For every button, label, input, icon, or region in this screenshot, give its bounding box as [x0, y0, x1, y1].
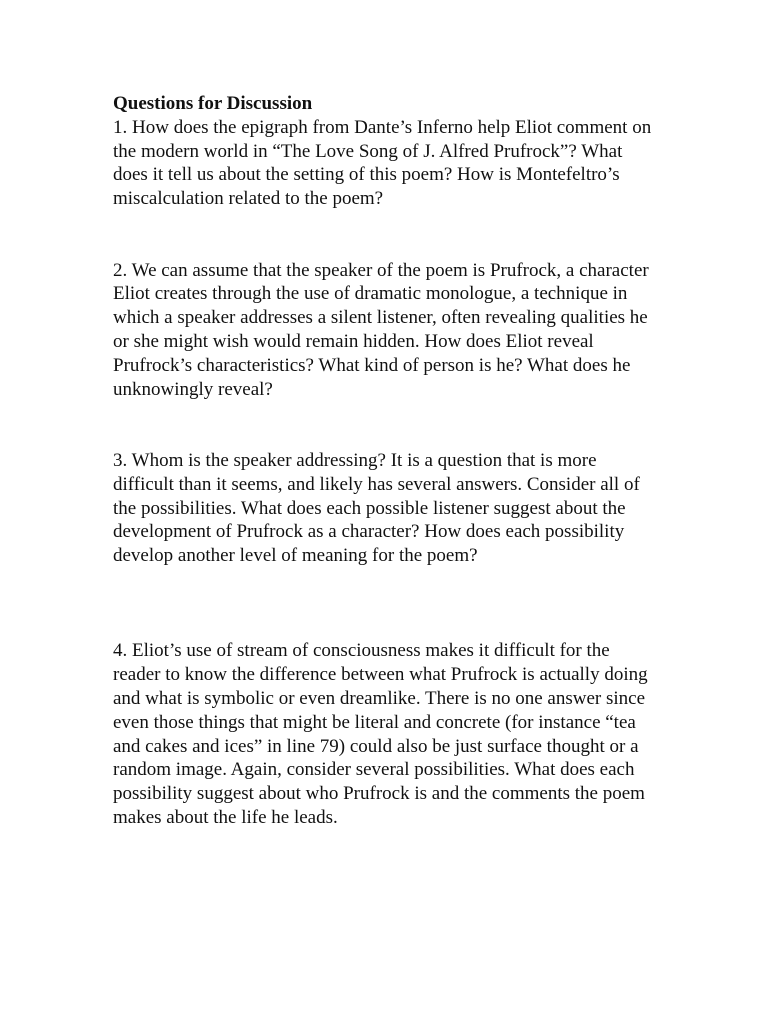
- question-2: 2. We can assume that the speaker of the poem is Prufrock, a character Eliot creates through the use of dramatic monologue, a technique in which a speaker addresses a silent listener, often revealing qualities he or she might wish would remain hidden. How does Eliot reveal Prufrock’s characteristics? What kind of person is he? What does he unknowingly reveal?: [113, 259, 649, 400]
- question-4: 4. Eliot’s use of stream of consciousness makes it difficult for the reader to know the difference between what Prufrock is actually doing and what is symbolic or even dreamlike. There is no one answer since even those things that might be literal and concrete (for instance “tea and cakes and ices” in line 79) could also be just surface thought or a random image. Again, consider several possibilities. What does each possibility suggest about who Prufrock is and the comments the poem makes about the life he leads.: [113, 640, 648, 828]
- question-1: 1. How does the epigraph from Dante’s Inferno help Eliot comment on the modern world in “The Love Song of J. Alfred Prufrock”? What does it tell us about the setting of this poem? How is Montefeltro’s miscalculation related to the poem?: [113, 116, 652, 210]
- question-3: 3. Whom is the speaker addressing? It is a question that is more difficult than it seems, and likely has several answers. Consider all of the possibilities. What does each possible listener suggest about the development of Prufrock as a character? How does each possibility develop another level of meaning for the poem?: [113, 449, 640, 567]
- document-title: Questions for Discussion: [113, 93, 313, 114]
- document-page: [113, 92, 658, 830]
